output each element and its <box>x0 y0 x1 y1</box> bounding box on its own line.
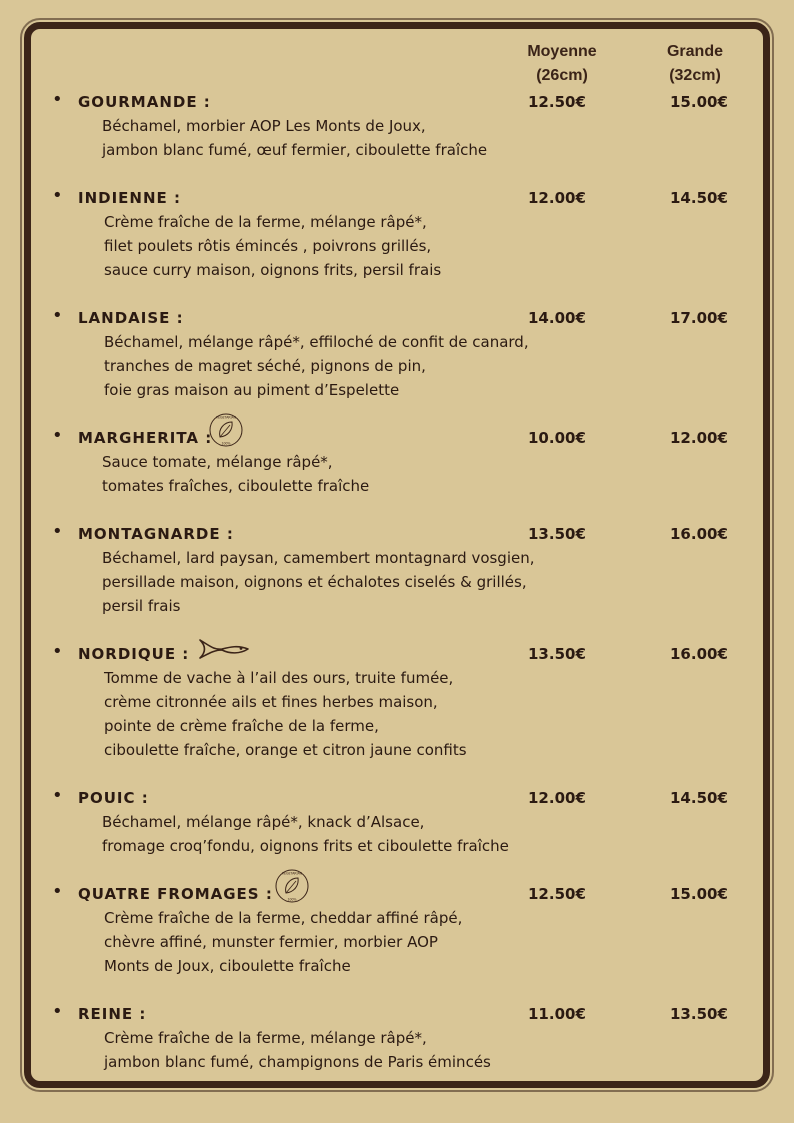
description-line: sauce curry maison, oignons frits, persil frais <box>104 261 442 279</box>
price-large: 16.00€ <box>670 525 728 543</box>
description-line: chèvre affiné, munster fermier, morbier AOP <box>104 933 438 951</box>
pizza-description <box>104 1026 491 1074</box>
description-line: crème citronnée ails et fines herbes maison, <box>104 693 438 711</box>
price-large: 15.00€ <box>670 885 728 903</box>
pizza-name: POUIC : <box>78 789 149 807</box>
pizza-description <box>104 666 467 762</box>
description-line: fromage croq’fondu, oignons frits et ciboulette fraîche <box>102 837 509 855</box>
pizza-description <box>104 330 529 402</box>
badge-top-text: VEGETARIAN <box>215 415 237 420</box>
price-large: 15.00€ <box>670 93 728 111</box>
description-line: foie gras maison au piment d’Espelette <box>104 381 400 399</box>
pizza-name: MONTAGNARDE : <box>78 525 234 543</box>
large-size: (32cm) <box>669 67 721 84</box>
pizza-name: REINE : <box>78 1005 147 1023</box>
price-medium: 12.00€ <box>528 189 586 207</box>
vegetarian-badge-icon <box>208 412 244 448</box>
bullet: • <box>52 1001 63 1022</box>
description-line: Béchamel, lard paysan, camembert montagnard vosgien, <box>102 549 535 567</box>
price-medium: 12.50€ <box>528 885 586 903</box>
bullet: • <box>52 89 63 110</box>
medium-size-header <box>512 40 612 88</box>
pizza-description <box>104 210 441 282</box>
pizza-name: GOURMANDE : <box>78 93 211 111</box>
pizza-description <box>104 906 462 978</box>
bullet: • <box>52 785 63 806</box>
badge-bottom-text: 100% <box>287 897 297 902</box>
bullet: • <box>52 185 63 206</box>
pizza-description <box>102 450 369 498</box>
pizza-name: NORDIQUE : <box>78 645 190 663</box>
price-medium: 12.50€ <box>528 93 586 111</box>
description-line: Sauce tomate, mélange râpé*, <box>102 453 333 471</box>
pizza-name: LANDAISE : <box>78 309 184 327</box>
bullet: • <box>52 521 63 542</box>
description-line: Béchamel, morbier AOP Les Monts de Joux, <box>102 117 426 135</box>
pizza-description <box>102 810 509 858</box>
price-medium: 10.00€ <box>528 429 586 447</box>
badge-top-text: VEGETARIAN <box>281 871 303 876</box>
price-large: 14.50€ <box>670 789 728 807</box>
price-large: 17.00€ <box>670 309 728 327</box>
description-line: persillade maison, oignons et échalotes ciselés & grillés, <box>102 573 527 591</box>
description-line: Tomme de vache à l’ail des ours, truite fumée, <box>104 669 454 687</box>
price-medium: 14.00€ <box>528 309 586 327</box>
price-medium: 13.50€ <box>528 525 586 543</box>
description-line: pointe de crème fraîche de la ferme, <box>104 717 379 735</box>
medium-size: (26cm) <box>536 67 588 84</box>
description-line: Crème fraîche de la ferme, cheddar affiné râpé, <box>104 909 463 927</box>
bullet: • <box>52 425 63 446</box>
large-label: Grande <box>666 43 723 60</box>
price-large: 14.50€ <box>670 189 728 207</box>
fish-icon <box>196 636 252 662</box>
badge-bottom-text: 100% <box>221 441 231 446</box>
medium-label: Moyenne <box>527 43 597 60</box>
pizza-name: INDIENNE : <box>78 189 181 207</box>
description-line: Crème fraîche de la ferme, mélange râpé*, <box>104 1029 427 1047</box>
pizza-description <box>102 114 487 162</box>
description-line: ciboulette fraîche, orange et citron jaune confits <box>104 741 467 759</box>
price-medium: 13.50€ <box>528 645 586 663</box>
description-line: jambon blanc fumé, œuf fermier, ciboulette fraîche <box>102 141 488 159</box>
description-line: jambon blanc fumé, champignons de Paris émincés <box>104 1053 491 1071</box>
description-line: tranches de magret séché, pignons de pin, <box>104 357 426 375</box>
vegetarian-badge-icon <box>274 868 310 904</box>
price-large: 16.00€ <box>670 645 728 663</box>
description-line: Crème fraîche de la ferme, mélange râpé*, <box>104 213 427 231</box>
description-line: tomates fraîches, ciboulette fraîche <box>102 477 370 495</box>
bullet: • <box>52 305 63 326</box>
description-line: Monts de Joux, ciboulette fraîche <box>104 957 351 975</box>
price-medium: 11.00€ <box>528 1005 586 1023</box>
description-line: filet poulets rôtis émincés , poivrons grillés, <box>104 237 432 255</box>
price-medium: 12.00€ <box>528 789 586 807</box>
price-large: 13.50€ <box>670 1005 728 1023</box>
pizza-name: MARGHERITA : <box>78 429 213 447</box>
price-large: 12.00€ <box>670 429 728 447</box>
pizza-description <box>102 546 535 618</box>
description-line: Béchamel, mélange râpé*, knack d’Alsace, <box>102 813 425 831</box>
description-line: Béchamel, mélange râpé*, effiloché de confit de canard, <box>104 333 529 351</box>
pizza-name: QUATRE FROMAGES : <box>78 885 273 903</box>
bullet: • <box>52 881 63 902</box>
description-line: persil frais <box>102 597 181 615</box>
bullet: • <box>52 641 63 662</box>
large-size-header <box>648 40 742 88</box>
